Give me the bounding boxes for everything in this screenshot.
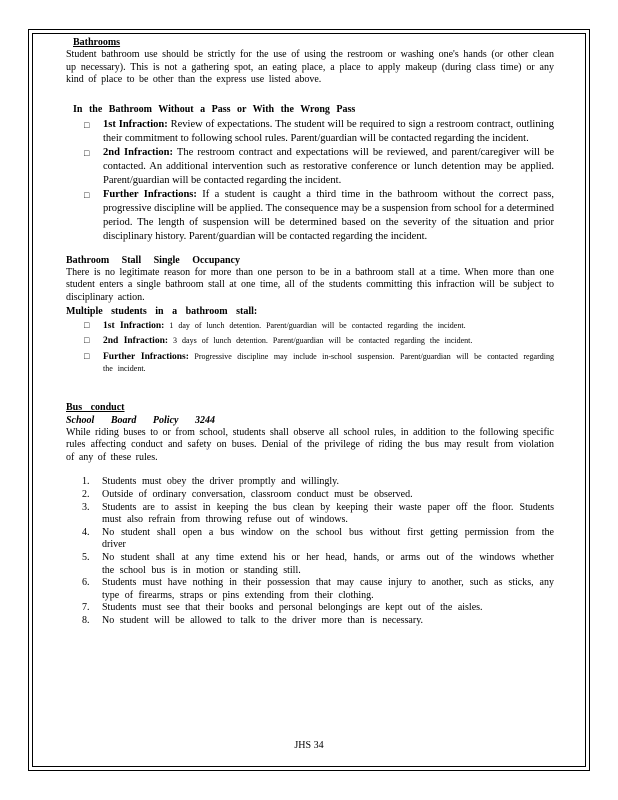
item-text: 3 days of lunch detention. Parent/guardian will be contacted regarding the incident. <box>173 336 473 346</box>
item-text: Students must obey the driver promptly and willingly. <box>102 476 339 488</box>
stall-list <box>66 320 554 375</box>
pass-heading: In the Bathroom Without a Pass or With the Wrong Pass <box>73 103 356 115</box>
bullet-icon: □ <box>84 319 90 330</box>
item-text: 1 day of lunch detention. Parent/guardian will be contacted regarding the incident. <box>169 320 466 330</box>
item-label: 1st Infraction: <box>103 118 168 130</box>
item-text: Review of expectations. The student will be required to sign a restroom contract, outlining their commitment to following school rules. Parent/guardian will be contacted regarding the incident. <box>103 118 554 144</box>
item-text: No student will be allowed to talk to the driver more than is necessary. <box>102 614 424 626</box>
item-number: 3. <box>82 501 90 513</box>
page-footer: JHS 34 <box>294 740 324 751</box>
bus-body: While riding buses to or from school, students shall observe all school rules, in addition to the following specific rules affecting conduct and safety on buses. Denial of the privilege of riding the bus may result from violation of any of these rules. <box>66 426 554 463</box>
list-item <box>66 577 554 602</box>
item-text: Students must see that their books and personal belongings are kept out of the aisles. <box>102 602 483 614</box>
item-number: 2. <box>82 488 90 500</box>
item-text: Outside of ordinary conversation, classroom conduct must be observed. <box>102 488 413 500</box>
item-text: No student shall open a bus window on the school bus without first getting permission from the driver <box>102 526 554 551</box>
list-item <box>66 476 554 489</box>
list-item <box>66 502 554 527</box>
item-text: Students are to assist in keeping the bus clean by keeping their waste paper off the floor. Students must also refrain from throwing refuse out of windows. <box>102 501 554 526</box>
item-text: No student shall at any time extend his or her head, hands, or arms out of the windows whether the school bus is in motion or standing still. <box>102 551 554 576</box>
list-item <box>66 320 554 333</box>
item-number: 1. <box>82 476 90 488</box>
bullet-icon: □ <box>84 119 90 130</box>
list-item <box>66 351 554 375</box>
stall-body: There is no legitimate reason for more than one person to be in a bathroom stall at a time. When more than one student enters a single bathroom stall at one time, all of the students committing this infraction will be subject to disciplinary action. <box>66 266 554 303</box>
list-item <box>66 527 554 552</box>
item-number: 4. <box>82 526 90 538</box>
bullet-icon: □ <box>84 335 90 346</box>
item-number: 7. <box>82 602 90 614</box>
list-item <box>66 615 554 628</box>
bathrooms-heading: Bathrooms <box>73 37 121 48</box>
item-number: 6. <box>82 577 90 589</box>
list-item <box>66 118 554 146</box>
stall-subheading: Multiple students in a bathroom stall: <box>66 305 258 317</box>
item-text: If a student is caught a third time in the bathroom without the correct pass, progressive discipline will be applied. The consequence may be a suspension from school for a determined period. The length of suspension will be determined based on the severity of the situation and prior disciplinary history. Parent/guardian will be contacted regarding the incident. <box>103 188 555 242</box>
bus-policy: School Board Policy 3244 <box>66 414 215 426</box>
item-label: 2nd Infraction: <box>103 336 169 347</box>
item-number: 5. <box>82 551 90 563</box>
bathrooms-body: Student bathroom use should be strictly for the use of using the restroom or washing one's hands (or other clean up necessary). This is not a gathering spot, an eating place, a place to apply makeup (during class time) or any kind of place to be other than the express use listed above. <box>66 49 554 86</box>
bullet-icon: □ <box>84 189 90 200</box>
pass-list <box>66 118 554 244</box>
list-item <box>66 602 554 615</box>
list-item <box>66 552 554 577</box>
item-label: 1st Infraction: <box>103 320 165 331</box>
item-text: The restroom contract and expectations will be reviewed, and parent/caregiver will be contacted. An additional intervention such as restorative conference or lunch detention may be applied. Parent/guardian will be contacted regarding the incident. <box>103 146 554 186</box>
stall-heading: Bathroom Stall Single Occupancy <box>66 254 240 266</box>
document-page <box>66 36 554 627</box>
bus-heading: Bus conduct <box>66 401 125 413</box>
list-item <box>66 489 554 502</box>
list-item <box>66 335 554 348</box>
list-item <box>66 188 554 244</box>
bullet-icon: □ <box>84 350 90 361</box>
item-text: Progressive discipline may include in-school suspension. Parent/guardian will be contacted regarding the incident. <box>103 351 554 374</box>
item-number: 8. <box>82 614 90 626</box>
item-text: Students must have nothing in their possession that may cause injury to another, such as sticks, any type of firearms, straps or pins extending from their clothing. <box>102 577 554 601</box>
bus-rules-list <box>66 476 554 627</box>
item-label: Further Infractions: <box>103 351 189 362</box>
list-item <box>66 146 554 188</box>
item-label: 2nd Infraction: <box>103 146 174 158</box>
bullet-icon: □ <box>84 147 90 158</box>
item-label: Further Infractions: <box>103 188 197 200</box>
